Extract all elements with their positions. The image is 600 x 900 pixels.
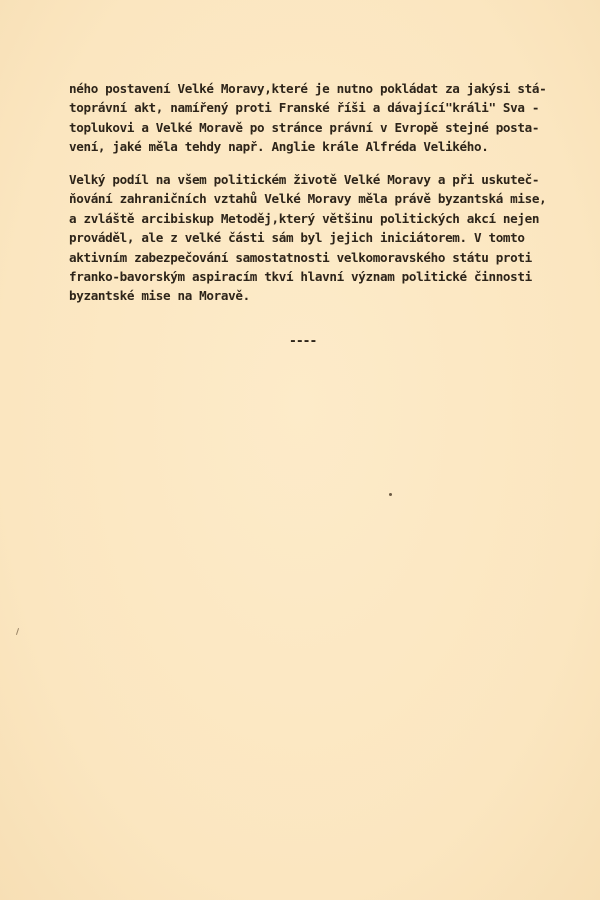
paragraph-2-line-1: Velký podíl na všem politickém životě Velké Moravy a při uskuteč-	[69, 172, 540, 187]
paragraph-2-line-3: a zvláště arcibiskup Metoděj,který většinu politických akcí nejen	[69, 210, 540, 226]
paragraph-2-line-6: franko-bavorským aspiracím tkví hlavní význam politické činnosti	[69, 268, 532, 284]
paragraph-2-line-5: aktivním zabezpečování samostatnosti velkomoravského státu proti	[69, 249, 532, 265]
section-separator: ----	[289, 334, 317, 349]
paragraph-2-line-4: prováděl, ale z velké části sám byl jejich iniciátorem. V tomto	[69, 230, 525, 246]
paragraph-2-line-7: byzantské mise na Moravě.	[69, 288, 250, 304]
paragraph-2-line-2: ňování zahraničních vztahů Velké Moravy měla právě byzantská mise,	[69, 191, 547, 207]
paragraph-1-line-2: toprávní akt, namířený proti Franské říši a dávající"králi" Sva -	[69, 100, 540, 116]
paragraph-1	[69, 79, 565, 157]
paragraph-1-line-4: vení, jaké měla tehdy např. Anglie krále Alfréda Velikého.	[69, 139, 489, 155]
paragraph-2	[69, 170, 565, 306]
paragraph-1-line-1: ného postavení Velké Moravy,které je nutno pokládat za jakýsi stá-	[69, 81, 547, 96]
paper-speck	[389, 493, 392, 496]
paper-mark	[16, 628, 19, 635]
paragraph-1-line-3: toplukovi a Velké Moravě po stránce právní v Evropě stejné posta-	[69, 119, 540, 135]
